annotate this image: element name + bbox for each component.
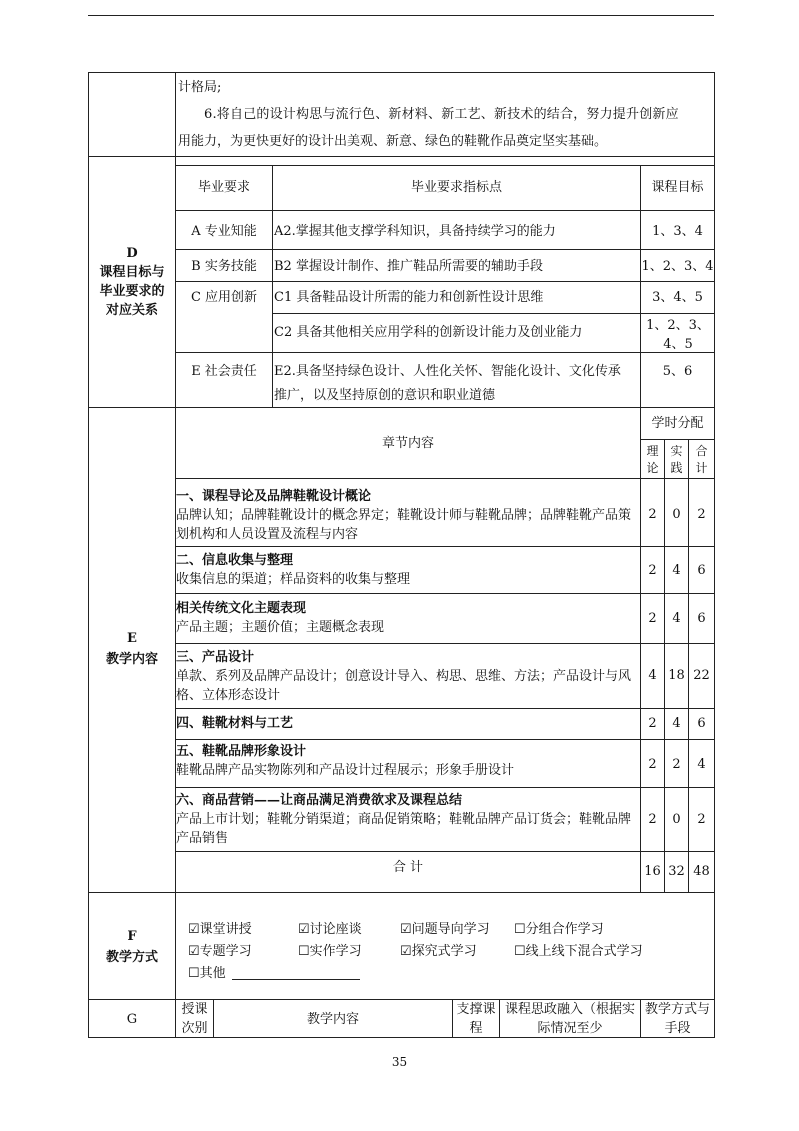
e-row-4-p: 18 (668, 668, 685, 683)
d-header-point: 毕业要求指标点 (410, 180, 502, 195)
top-line-3: 用能力，为更快更好的设计出美观、新意、绿色的鞋靴作品奠定坚实基础。 (178, 134, 608, 149)
e-row-1-t: 2 (648, 507, 657, 522)
top-line-2: 6.将自己的设计构思与流行色、新材料、新工艺、新技术的结合，努力提升创新应 (204, 107, 679, 122)
d-row-a-req: A 专业知能 (191, 224, 257, 239)
section-f-title: 教学方式 (105, 950, 158, 965)
e-sub-practice: 实践 (670, 444, 683, 475)
e-row-1 (176, 487, 639, 544)
e-total-t: 16 (644, 864, 661, 879)
e-row-6-desc: 鞋靴品牌产品实物陈列和产品设计过程展示；形象手册设计 (176, 763, 515, 778)
e-row-4-title: 三、产品设计 (176, 650, 255, 665)
e-row-5-title: 四、鞋靴材料与工艺 (176, 716, 294, 731)
d-row-c1-goals: 3、4、5 (652, 290, 703, 305)
e-row-7 (176, 791, 639, 848)
section-g-letter: G (126, 1012, 138, 1027)
e-row-6-t: 2 (648, 757, 657, 772)
e-row-1-s: 2 (697, 507, 706, 522)
section-e-title: 教学内容 (105, 652, 158, 667)
e-row-3 (176, 599, 639, 637)
g-header-support: 支撑课程 (456, 1002, 496, 1036)
section-d-title-1: 课程目标与 (99, 265, 165, 280)
e-row-3-title: 相关传统文化主题表现 (176, 601, 307, 616)
d-row-a-point: A2.掌握其他支撑学科知识，具备持续学习的能力 (274, 224, 556, 239)
e-row-1-p: 0 (672, 507, 681, 522)
section-f-label (88, 927, 176, 967)
e-row-7-p: 0 (672, 812, 681, 827)
section-d-letter: D (126, 246, 138, 261)
e-sub-theory: 理论 (646, 444, 659, 475)
d-header-req: 毕业要求 (197, 180, 250, 195)
d-header-goal: 课程目标 (651, 180, 704, 195)
method-topic-checkbox[interactable]: ☑专题学习 (188, 944, 252, 959)
methods-row-3 (188, 964, 708, 986)
e-sub-total: 合计 (695, 444, 708, 475)
e-row-6 (176, 742, 639, 780)
e-total-label: 合 计 (392, 860, 424, 875)
e-row-5-s: 6 (697, 716, 706, 731)
section-d-title-2: 毕业要求的 (99, 284, 165, 299)
d-row-e-goals: 5、6 (662, 364, 693, 379)
method-blended-checkbox[interactable]: ☐线上线下混合式学习 (514, 944, 643, 959)
e-row-4-desc: 单款、系列及品牌产品设计；创意设计导入、构思、思维、方法；产品设计与风格、立体形态设计 (176, 669, 632, 703)
method-practice-checkbox[interactable]: ☐实作学习 (298, 944, 362, 959)
header-rule (88, 15, 714, 16)
method-lecture-checkbox[interactable]: ☑课堂讲授 (188, 922, 252, 937)
e-total-s: 48 (693, 864, 710, 879)
top-line-1: 计格局; (178, 80, 222, 95)
e-row-3-t: 2 (648, 611, 657, 626)
d-row-b-req: B 实务技能 (191, 259, 257, 274)
g-header-method: 教学方式与手段 (644, 1002, 710, 1036)
e-row-2-t: 2 (648, 563, 657, 578)
d-row-e-point: E2.具备坚持绿色设计、人性化关怀、智能化设计、文化传承推广，以及坚持原创的意识和职业道德 (274, 364, 621, 403)
e-row-7-s: 2 (697, 812, 706, 827)
teaching-methods (188, 920, 708, 986)
d-row-b-point: B2 掌握设计制作、推广鞋品所需要的辅助手段 (274, 259, 543, 274)
e-row-7-title: 六、商品营销——让商品满足消费欲求及课程总结 (176, 793, 463, 808)
top-left-cell (88, 72, 176, 157)
e-row-2-desc: 收集信息的渠道；样品资料的收集与整理 (176, 572, 411, 587)
method-inquiry-checkbox[interactable]: ☑探究式学习 (400, 944, 477, 959)
section-e-letter: E (127, 631, 137, 646)
e-row-3-p: 4 (672, 611, 681, 626)
e-header-hours: 学时分配 (651, 416, 704, 431)
e-row-4 (176, 648, 639, 705)
e-row-6-s: 4 (697, 757, 706, 772)
d-row-c1-point: C1 具备鞋品设计所需的能力和创新性设计思维 (274, 290, 544, 305)
e-row-2-title: 二、信息收集与整理 (176, 553, 294, 568)
method-other-checkbox[interactable]: ☐其他 (188, 966, 226, 981)
d-row-c-req: C 应用创新 (190, 290, 258, 305)
e-row-5-p: 4 (672, 716, 681, 731)
section-d-label (88, 244, 176, 320)
d-row-b-goals: 1、2、3、4 (641, 259, 714, 274)
e-row-1-title: 一、课程导论及品牌鞋靴设计概论 (176, 489, 372, 504)
e-row-7-desc: 产品上市计划；鞋靴分销渠道；商品促销策略；鞋靴品牌产品订货会；鞋靴品牌产品销售 (176, 812, 632, 846)
d-row-a-goals: 1、3、4 (652, 224, 703, 239)
method-other-blank-line[interactable] (232, 979, 360, 980)
e-row-7-t: 2 (648, 812, 657, 827)
e-row-2 (176, 551, 639, 589)
e-header-content: 章节内容 (381, 436, 434, 451)
e-row-4-t: 4 (648, 668, 657, 683)
method-problem-based-checkbox[interactable]: ☑问题导向学习 (400, 922, 490, 937)
d-row-c2-goals: 1、2、3、4、5 (646, 318, 710, 352)
method-discussion-checkbox[interactable]: ☑讨论座谈 (298, 922, 362, 937)
e-row-6-p: 2 (672, 757, 681, 772)
e-row-3-desc: 产品主题；主题价值；主题概念表现 (176, 620, 385, 635)
top-text (178, 78, 713, 151)
e-row-4-s: 22 (693, 668, 710, 683)
methods-row-1 (188, 920, 708, 942)
e-row-1-desc: 品牌认知；品牌鞋靴设计的概念界定；鞋靴设计师与鞋靴品牌；品牌鞋靴产品策划机构和人员设置及流程与内容 (176, 508, 632, 542)
e-total-p: 32 (668, 864, 685, 879)
g-header-ideology: 课程思政融入（根据实际情况至少 (504, 1002, 635, 1036)
section-e-label (88, 629, 176, 669)
e-row-3-s: 6 (697, 611, 706, 626)
page-number: 35 (391, 1055, 408, 1069)
g-header-content: 教学内容 (306, 1012, 359, 1027)
e-row-5-t: 2 (648, 716, 657, 731)
d-row-e-req: E 社会责任 (191, 364, 257, 379)
section-f-letter: F (127, 929, 137, 944)
e-row-6-title: 五、鞋靴品牌形象设计 (176, 744, 307, 759)
e-row-2-p: 4 (672, 563, 681, 578)
g-header-session: 授课次别 (181, 1002, 208, 1036)
e-row-5 (176, 714, 639, 733)
methods-row-2 (188, 942, 708, 964)
method-group-cooperation-checkbox[interactable]: ☐分组合作学习 (514, 922, 604, 937)
section-d-title-3: 对应关系 (105, 303, 158, 318)
d-row-c2-point: C2 具备其他相关应用学科的创新设计能力及创业能力 (274, 325, 583, 340)
e-row-2-s: 6 (697, 563, 706, 578)
